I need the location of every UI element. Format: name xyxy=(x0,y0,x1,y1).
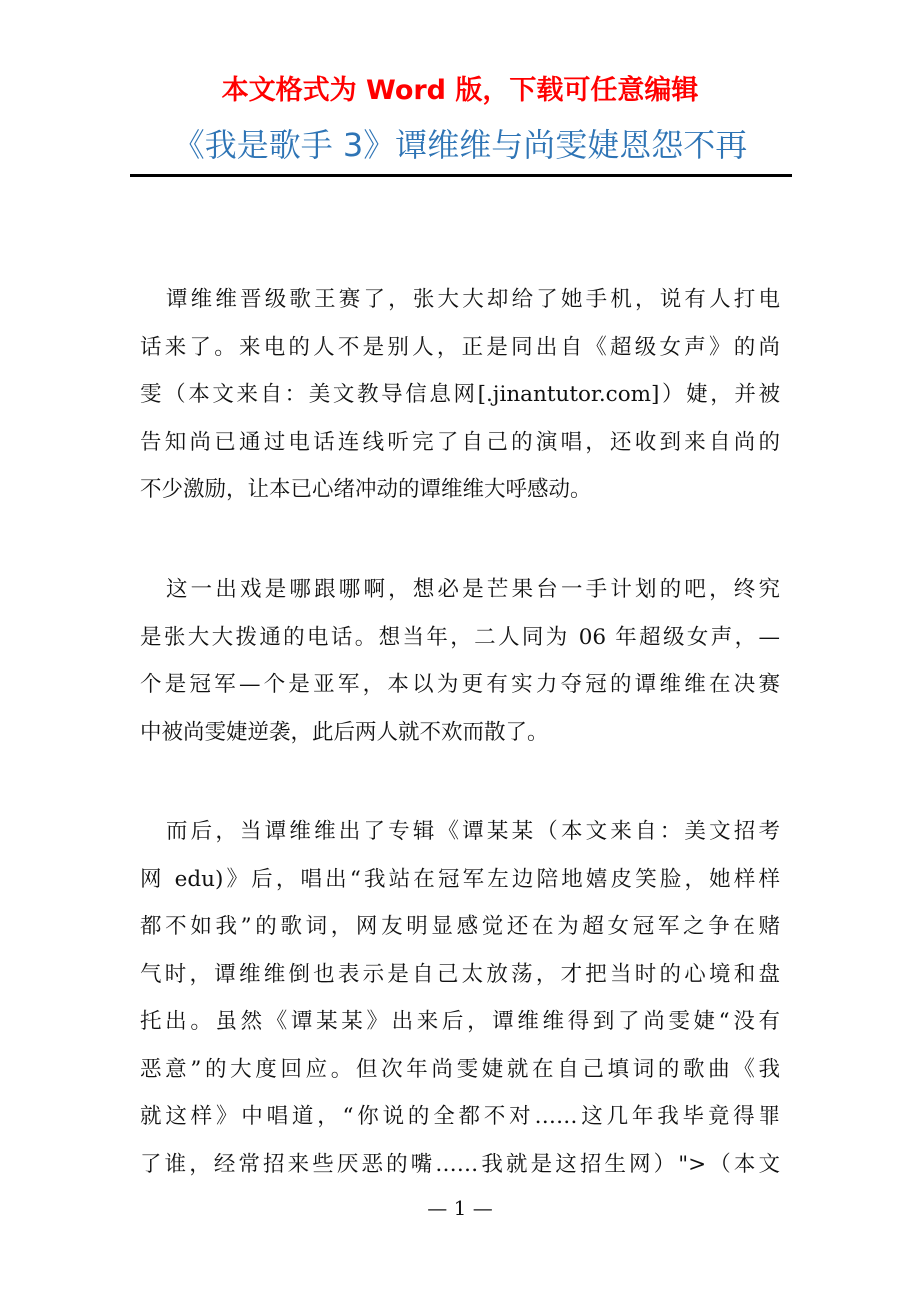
text-line: 而后，当谭维维出了专辑《谭某某（本文来自：美文招考 xyxy=(166,819,780,844)
format-notice-banner: 本文格式为 Word 版，下载可任意编辑 xyxy=(221,75,699,106)
text-line: 是张大大拨通的电话。想当年，二人同为 06 年超级女声，— xyxy=(140,624,780,650)
paragraph-3 xyxy=(140,808,780,1188)
text-line: 网 edu)》后，唱出“我站在冠军左边陪地嬉皮笑脸，她样样 xyxy=(140,866,780,892)
text-line: 托出。虽然《谭某某》出来后，谭维维得到了尚雯婕“没有 xyxy=(140,1009,780,1034)
paragraph-2 xyxy=(140,566,780,756)
paragraph-1 xyxy=(140,276,780,514)
text-line: 都不如我”的歌词，网友明显感觉还在为超女冠军之争在赌 xyxy=(140,914,780,939)
text-line: 告知尚已通过电话连线听完了自己的演唱，还收到来自尚的 xyxy=(140,429,780,455)
text-line: 恶意”的大度回应。但次年尚雯婕就在自己填词的歌曲《我 xyxy=(140,1056,780,1082)
text-line: 气时，谭维维倒也表示是自己太放荡，才把当时的心境和盘 xyxy=(140,961,780,987)
text-line: 谭维维晋级歌王赛了，张大大却给了她手机，说有人打电 xyxy=(166,287,780,312)
text-line: 个是冠军—个是亚军，本以为更有实力夺冠的谭维维在决赛 xyxy=(140,672,780,697)
page-number: — 1 — xyxy=(427,1196,493,1220)
text-line: 雯（本文来自：美文教导信息网[.jinantutor.com]）婕，并被 xyxy=(140,382,780,407)
text-line: 不少激励，让本已心绪冲动的谭维维大呼感动。 xyxy=(140,477,592,502)
document-title: 《我是歌手 3》谭维维与尚雯婕恩怨不再 xyxy=(172,126,748,164)
title-divider xyxy=(130,174,792,177)
text-line: 这一出戏是哪跟哪啊，想必是芒果台一手计划的吧，终究 xyxy=(166,577,780,602)
text-line: 了谁，经常招来些厌恶的嘴……我就是这招生网）">（本文 xyxy=(140,1151,781,1177)
text-line: 就这样》中唱道，“你说的全都不对……这几年我毕竟得罪 xyxy=(140,1104,780,1129)
text-line: 中被尚雯婕逆袭，此后两人就不欢而散了。 xyxy=(140,719,549,745)
text-line: 话来了。来电的人不是别人，正是同出自《超级女声》的尚 xyxy=(140,334,780,360)
